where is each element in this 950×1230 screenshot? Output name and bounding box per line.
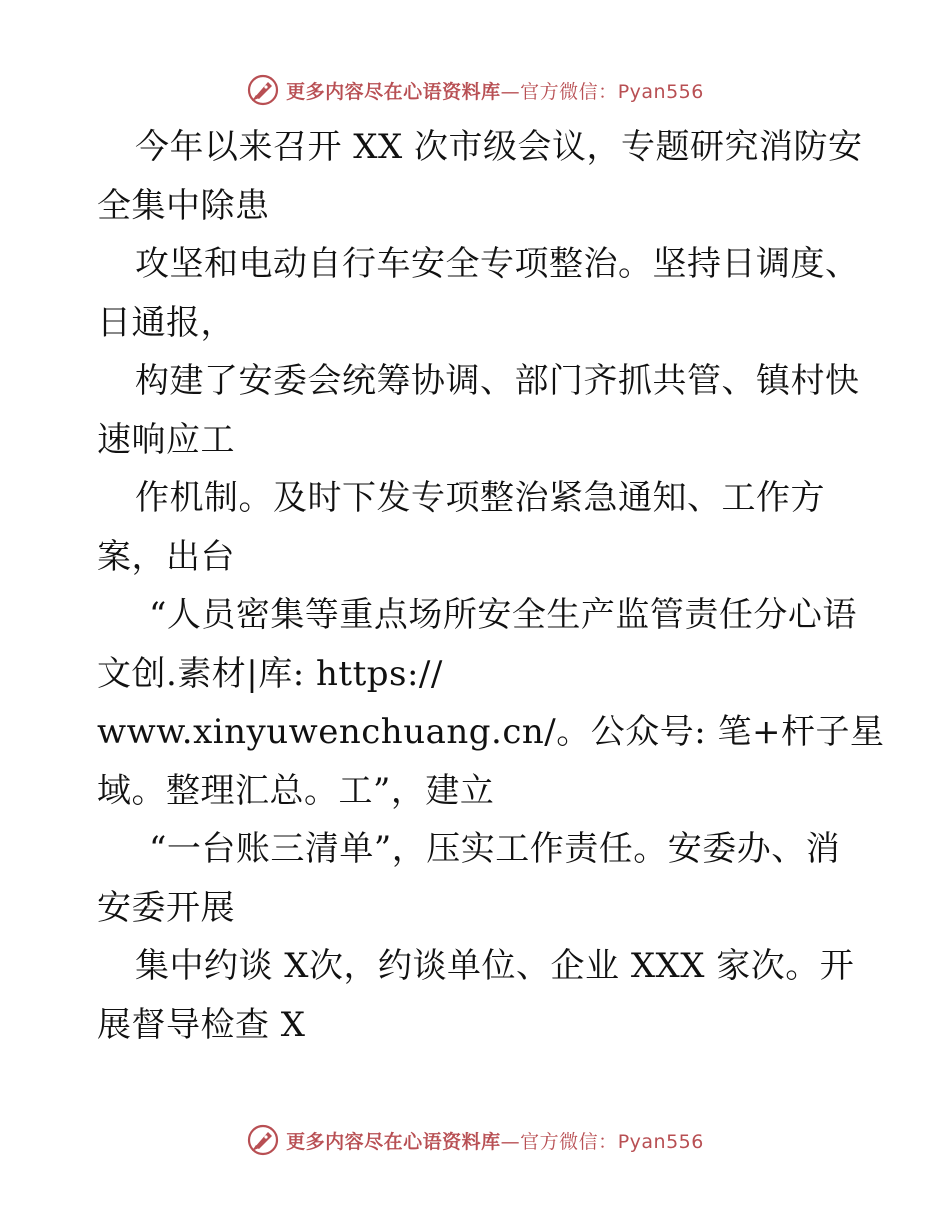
header-banner xyxy=(0,70,950,110)
body-line: 全集中除患 xyxy=(97,185,270,226)
body-line: 展督导检查 X xyxy=(97,1004,306,1045)
body-line: 安委开展 xyxy=(97,887,235,928)
banner-content xyxy=(246,73,704,107)
body-line: 构建了安委会统筹协调、部门齐抓共管、镇村快 xyxy=(135,361,860,401)
footer-banner xyxy=(0,1120,950,1160)
body-line: 案，出台 xyxy=(97,536,235,577)
banner-content xyxy=(246,1123,704,1157)
body-line: 文创.素材|库: https:// xyxy=(97,653,443,694)
body-line: 域。整理汇总。工”，建立 xyxy=(97,770,495,811)
body-line: 集中约谈 X次，约谈单位、企业 XXX 家次。开 xyxy=(135,946,855,986)
banner-wechat-id: Pyan556 xyxy=(617,80,704,103)
body-line: 攻坚和电动自行车安全专项整治。坚持日调度、 xyxy=(135,244,860,284)
body-line: “人员密集等重点场所安全生产监管责任分心语 xyxy=(149,595,857,635)
body-line: “一台账三清单”，压实工作责任。安委办、消 xyxy=(149,829,841,869)
body-line: 日通报， xyxy=(97,302,235,343)
banner-text xyxy=(286,77,704,104)
banner-separator: — xyxy=(500,1130,521,1153)
banner-official-label: 官方微信： xyxy=(520,1130,618,1153)
banner-title: 更多内容尽在心语资料库 xyxy=(286,80,501,103)
pen-nib-logo-icon xyxy=(246,1123,280,1157)
banner-text xyxy=(286,1127,704,1154)
body-line: 今年以来召开 XX 次市级会议，专题研究消防安 xyxy=(135,127,863,167)
banner-separator: — xyxy=(500,80,521,103)
banner-title: 更多内容尽在心语资料库 xyxy=(286,1130,501,1153)
document-body xyxy=(97,118,885,1054)
body-line: www.xinyuwenchuang.cn/。公众号: 笔+杆子星 xyxy=(97,712,885,752)
body-line: 作机制。及时下发专项整治紧急通知、工作方 xyxy=(135,478,825,518)
banner-official-label: 官方微信： xyxy=(520,80,618,103)
banner-wechat-id: Pyan556 xyxy=(617,1130,704,1153)
body-line: 速响应工 xyxy=(97,419,235,460)
pen-nib-logo-icon xyxy=(246,73,280,107)
